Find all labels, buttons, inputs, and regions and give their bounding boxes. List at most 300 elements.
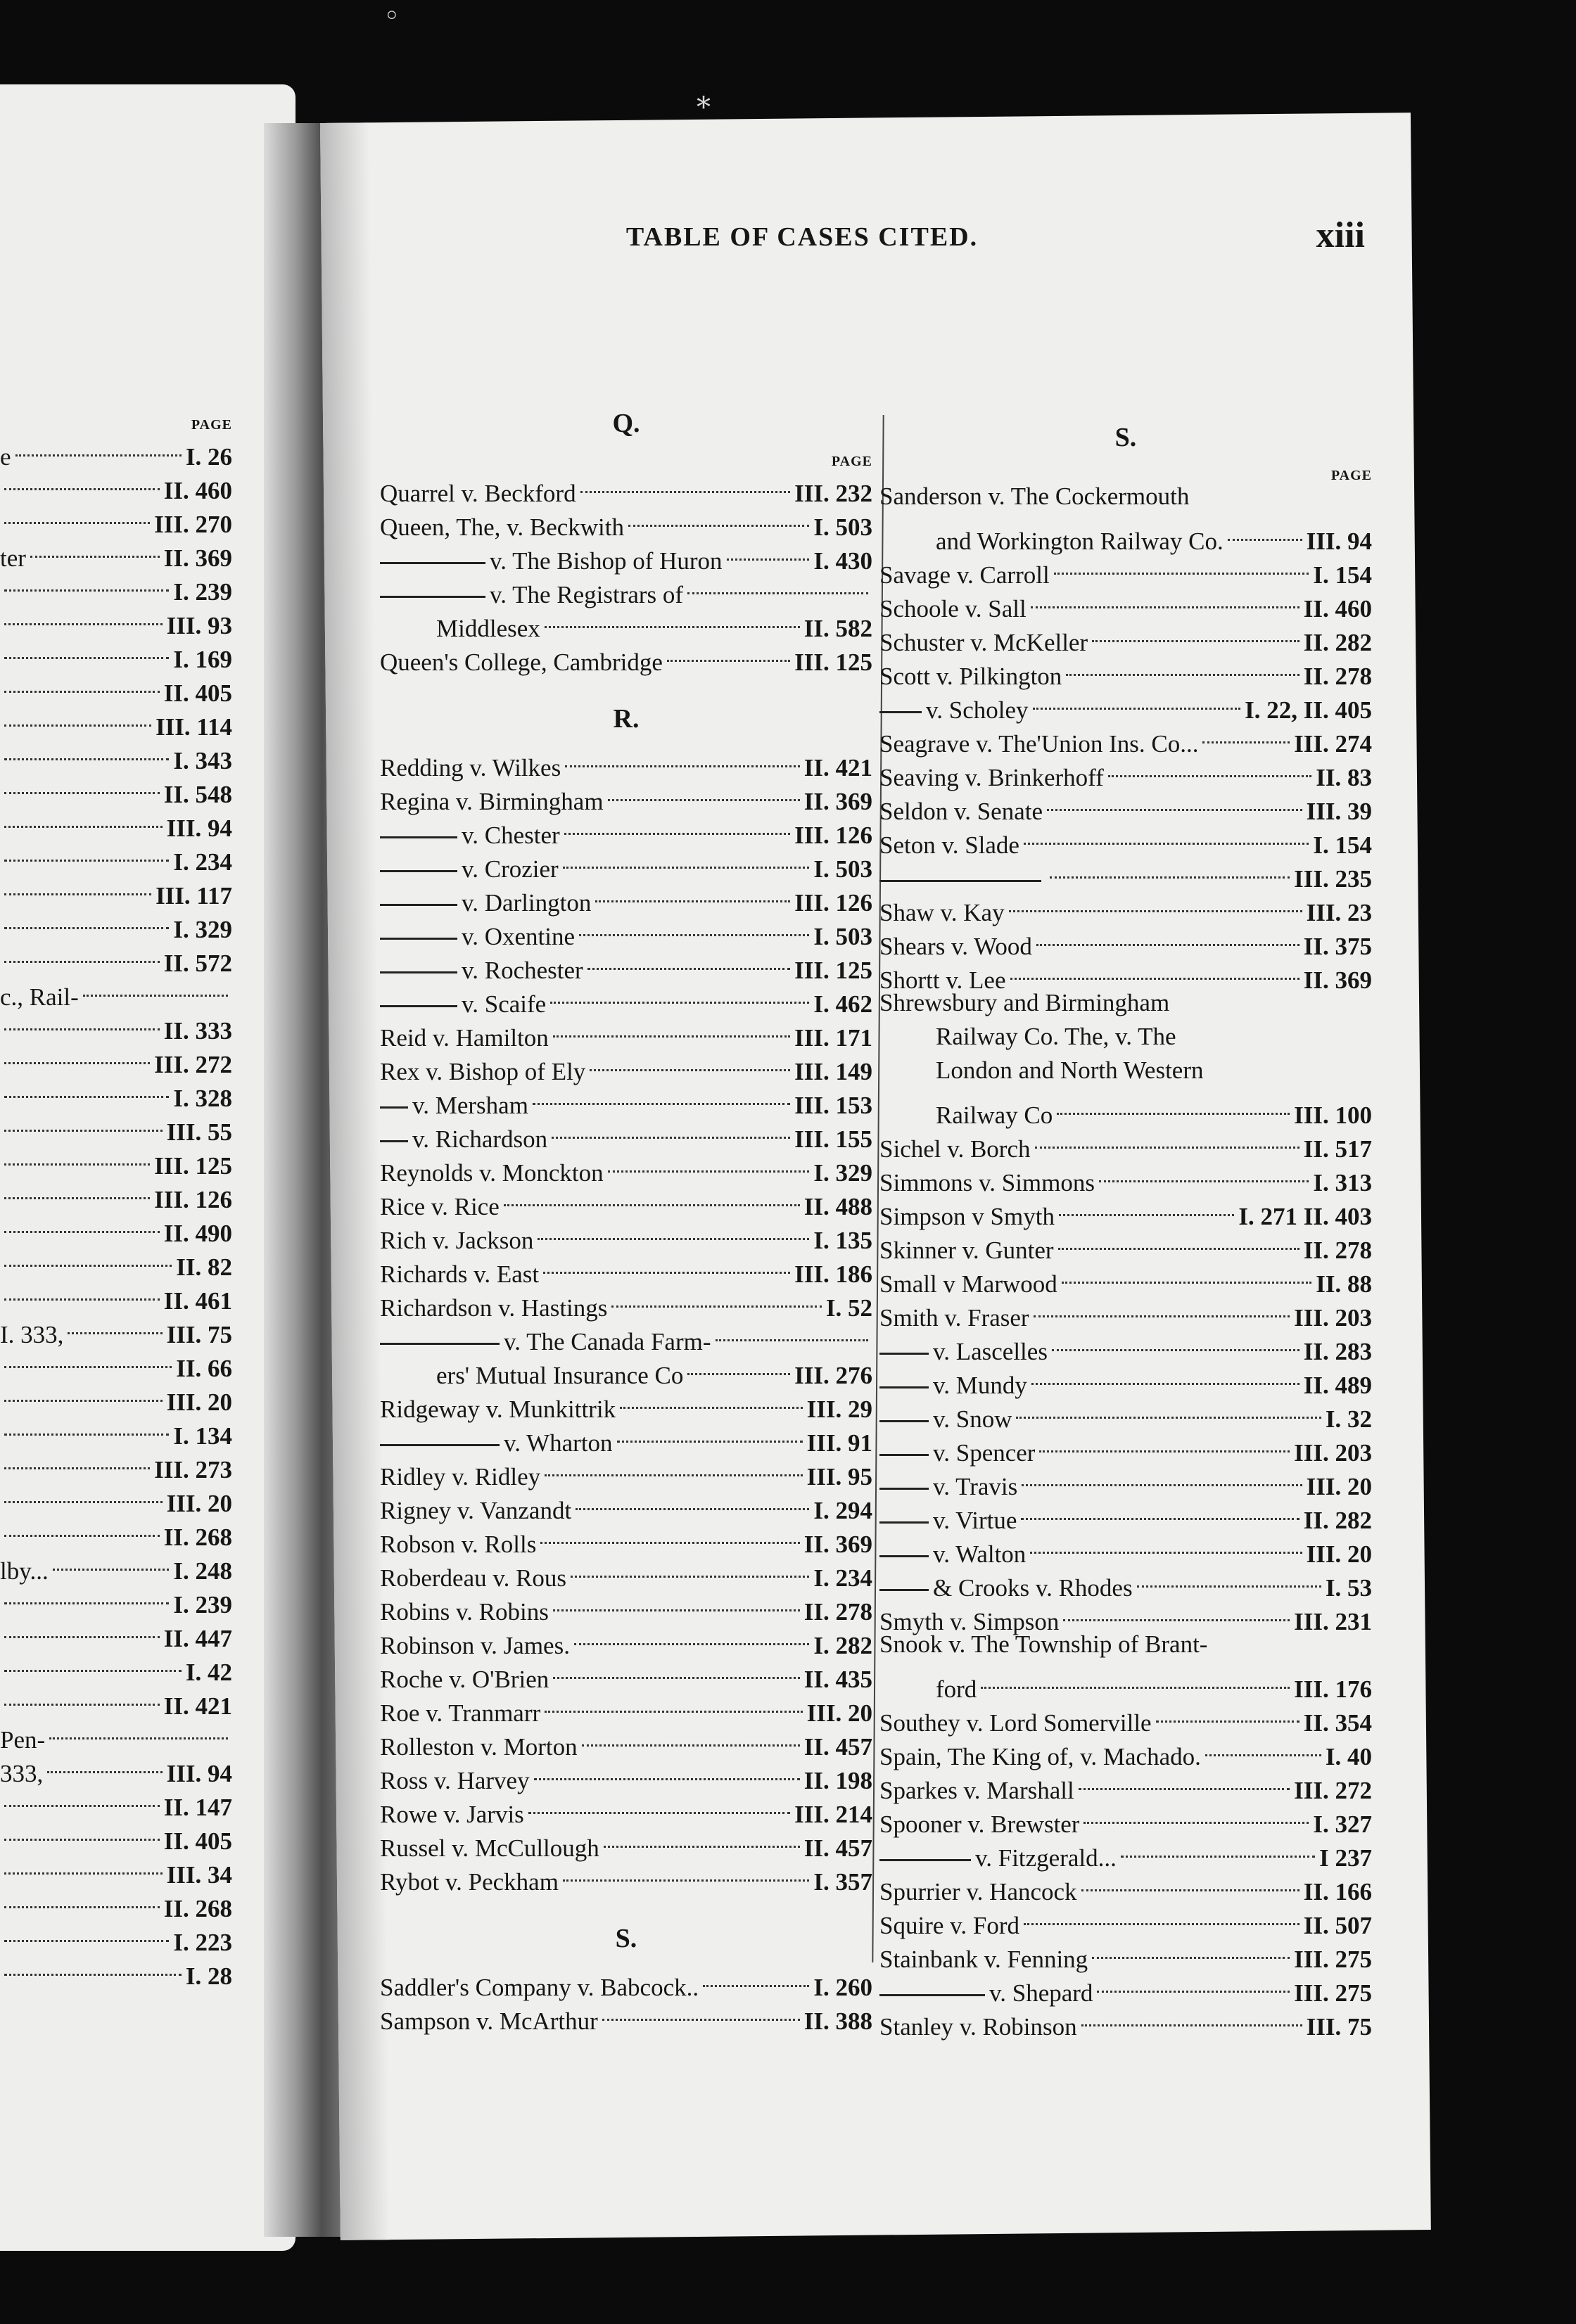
case-name-text: Rex v. Bishop of Ely [380, 1058, 586, 1085]
volume-page-reference: I. 328 [173, 1085, 232, 1112]
section-letter-r: R. [613, 704, 640, 734]
volume-page-reference: I. 462 [813, 990, 872, 1018]
case-name-text: v. Oxentine [462, 923, 576, 950]
case-name-text: Reid v. Hamilton [380, 1024, 549, 1052]
dot-leader [552, 1103, 790, 1139]
page-column-label: PAGE [191, 417, 232, 433]
dot-leader [528, 1778, 790, 1814]
volume-page-reference: II. 447 [163, 1625, 232, 1652]
dot-leader [1063, 1585, 1290, 1621]
volume-page-reference: I. 26 [185, 443, 232, 471]
dot-leader [49, 1704, 228, 1739]
dot-leader [1030, 1518, 1302, 1554]
dot-leader [4, 1400, 169, 1436]
volume-page-reference: III. 214 [794, 1801, 872, 1828]
dot-leader [1066, 640, 1299, 676]
volume-page-reference: III. 275 [1294, 1946, 1372, 1973]
dot-leader [4, 1028, 150, 1064]
volume-page-reference: II. 268 [163, 1895, 232, 1922]
case-name-text: v. Scholey [926, 696, 1029, 724]
dot-leader [617, 1407, 803, 1443]
dot-leader [4, 1197, 160, 1233]
volume-page-reference: II. 388 [803, 2007, 872, 2035]
volume-page-reference: II. 82 [176, 1253, 232, 1281]
volume-page-reference: III. 94 [1306, 528, 1372, 555]
volume-page-reference: III. 95 [806, 1463, 872, 1490]
dot-leader [1084, 1788, 1309, 1824]
dot-leader [1024, 1889, 1299, 1925]
volume-page-reference: I. 313 [1313, 1169, 1372, 1196]
case-name-text: Roe v. Tranmarr [380, 1699, 541, 1727]
ditto-dash [380, 1140, 408, 1142]
dot-leader [981, 1653, 1290, 1689]
volume-page-reference: I. 248 [173, 1557, 232, 1585]
case-entry [879, 1020, 1372, 1054]
dot-leader [590, 1035, 790, 1071]
case-name-text: Spooner v. Brewster [879, 1811, 1080, 1838]
dot-leader [611, 1272, 821, 1308]
volume-page-reference: II. 198 [803, 1767, 872, 1794]
dot-leader [4, 995, 160, 1030]
volume-page-reference: II. 421 [163, 1692, 232, 1720]
ditto-dash [380, 562, 485, 564]
dot-leader [4, 1906, 169, 1942]
ditto-dash [879, 711, 922, 713]
dot-leader [1062, 1248, 1311, 1284]
case-name-text: Regina v. Birmingham [380, 788, 604, 815]
dot-leader [15, 421, 182, 456]
dot-leader [4, 826, 169, 862]
dot-leader [1121, 1822, 1315, 1858]
ditto-dash [879, 1353, 929, 1355]
dot-leader [1057, 1079, 1290, 1115]
case-name-text: Snook v. The Township of Brant- [879, 1630, 1208, 1658]
dot-leader [4, 724, 169, 760]
page-number: xiii [1316, 215, 1365, 255]
dot-leader [1034, 1282, 1290, 1317]
case-name [380, 2005, 598, 2038]
case-name-text: 333, [0, 1760, 44, 1787]
ditto-dash [879, 1488, 929, 1490]
dot-leader [4, 1130, 150, 1166]
volume-page-reference: III. 75 [1306, 2013, 1372, 2041]
dot-leader [716, 1305, 869, 1341]
case-name-text: Quarrel v. Beckford [380, 480, 576, 507]
volume-page-reference: III. 270 [154, 511, 232, 538]
volume-page-reference: III. 20 [1306, 1473, 1372, 1500]
dot-leader [1054, 539, 1309, 575]
ditto-dash [380, 1444, 500, 1446]
dot-leader [47, 1737, 162, 1773]
volume-page-reference: I. 154 [1313, 561, 1372, 589]
volume-page-reference: III. 20 [806, 1699, 872, 1727]
case-name [879, 1020, 1176, 1054]
volume-page-reference: II. 405 [163, 1827, 232, 1855]
volume-page-reference: II. 282 [1303, 629, 1372, 656]
case-name-text: v. Richardson [412, 1125, 548, 1153]
volume-page-reference: III. 94 [166, 815, 232, 842]
case-name-text: ers' Mutual Insurance Co [436, 1362, 684, 1389]
case-name-text: v. The Bishop of Huron [490, 547, 723, 575]
dot-leader [545, 1441, 802, 1476]
dot-leader [4, 1062, 169, 1098]
case-name-text: Roche v. O'Brien [380, 1666, 549, 1693]
case-name-text: Seagrave v. The'Union Ins. Co... [879, 730, 1199, 758]
volume-page-reference: II. 435 [803, 1666, 872, 1693]
page-column-label: PAGE [1330, 468, 1372, 483]
case-name-text: Robins v. Robins [380, 1598, 549, 1626]
volume-page-reference: II. 507 [1303, 1912, 1372, 1939]
case-name-text: Stainbank v. Fenning [879, 1946, 1088, 1973]
case-name-text: Rybot v. Peckham [380, 1868, 559, 1896]
volume-page-reference: III. 203 [1294, 1304, 1372, 1332]
page-column-label: PAGE [831, 454, 872, 469]
dot-leader [579, 900, 809, 936]
case-name [380, 1865, 559, 1899]
dot-leader [1156, 1687, 1299, 1723]
ditto-dash [380, 1343, 500, 1345]
ditto-dash [879, 1386, 929, 1388]
case-name-text: Shaw v. Kay [879, 899, 1005, 926]
volume-page-reference: II. 489 [1303, 1372, 1372, 1399]
volume-page-reference: III. 149 [794, 1058, 872, 1085]
case-name-text: v. Crozier [462, 855, 559, 883]
case-name-text: v. Mundy [933, 1372, 1027, 1399]
dot-leader [4, 488, 150, 524]
case-name-text: v. Fitzgerald... [975, 1844, 1117, 1872]
volume-page-reference: III. 171 [794, 1024, 872, 1052]
case-name-text: Shears v. Wood [879, 933, 1032, 960]
case-name-text: Ross v. Harvey [380, 1767, 530, 1794]
dot-leader [504, 1170, 800, 1206]
volume-page-reference: I. 234 [173, 848, 232, 876]
volume-page-reference: I. 282 [813, 1632, 872, 1659]
dot-leader [545, 592, 800, 628]
volume-page-reference: II. 490 [163, 1220, 232, 1247]
case-name-text: v. The Registrars of [490, 581, 684, 608]
volume-page-reference: I. 503 [813, 923, 872, 950]
volume-page-reference: II. 582 [803, 615, 872, 642]
volume-page-reference: II. 268 [163, 1524, 232, 1551]
case-entry [879, 1594, 1372, 1635]
volume-page-reference: II. 369 [803, 788, 872, 815]
volume-page-reference: III. 20 [166, 1388, 232, 1416]
volume-page-reference: I. 223 [173, 1929, 232, 1956]
running-head [380, 215, 1365, 264]
volume-page-reference: II. 278 [803, 1598, 872, 1626]
dot-leader [4, 1096, 163, 1132]
volume-page-reference: II. 282 [1303, 1507, 1372, 1534]
dot-leader [1079, 1754, 1290, 1790]
case-name-text: e [0, 443, 11, 471]
case-name-text: Simpson v Smyth [879, 1203, 1055, 1230]
volume-page-reference: III. 274 [1294, 730, 1372, 758]
case-name [380, 646, 663, 679]
case-name-text: Rolleston v. Morton [380, 1733, 578, 1761]
dot-leader [4, 1501, 160, 1537]
dot-leader [587, 934, 790, 970]
volume-page-reference: II. 333 [163, 1017, 232, 1045]
case-name-text: and Workington Railway Co. [936, 528, 1224, 555]
volume-page-reference: II. 572 [163, 950, 232, 977]
dot-leader [4, 1805, 160, 1841]
dot-leader [553, 1643, 800, 1679]
case-name [879, 480, 1189, 513]
case-entry [380, 1314, 872, 1355]
dot-leader [687, 1339, 790, 1375]
case-entry [0, 1948, 232, 1990]
volume-page-reference: III. 75 [166, 1321, 232, 1348]
dot-leader [4, 927, 160, 963]
volume-page-reference: I. 234 [813, 1564, 872, 1592]
volume-page-reference: I. 239 [173, 578, 232, 606]
right-column [879, 415, 1372, 2041]
volume-page-reference: II. 369 [163, 544, 232, 572]
dot-leader [68, 1298, 162, 1334]
volume-page-reference: III. 235 [1294, 865, 1372, 893]
volume-page-reference: I. 357 [813, 1868, 872, 1896]
dot-leader [4, 792, 163, 828]
dot-leader [576, 1474, 809, 1510]
dot-leader [4, 758, 160, 794]
case-name-text: Seldon v. Senate [879, 798, 1043, 825]
section-letter-q: Q. [612, 409, 640, 438]
volume-page-reference: II. 278 [1303, 663, 1372, 690]
ditto-dash [879, 1420, 929, 1422]
section-letter-s: S. [1114, 423, 1137, 452]
case-name-text: Rice v. Rice [380, 1193, 500, 1220]
volume-page-reference: II. 460 [163, 477, 232, 504]
dot-leader [1036, 910, 1299, 946]
dot-leader [1205, 1720, 1321, 1756]
dot-leader [53, 1535, 170, 1571]
volume-page-reference: II. 488 [803, 1193, 872, 1220]
dot-leader [580, 457, 791, 493]
case-name-text: Spurrier v. Hancock [879, 1878, 1077, 1905]
volume-page-reference: I. 329 [813, 1159, 872, 1187]
case-name-text: c., Rail- [0, 983, 79, 1011]
case-name-text: Scott v. Pilkington [879, 663, 1062, 690]
volume-page-reference: III. 272 [1294, 1777, 1372, 1804]
dot-leader [4, 1569, 169, 1604]
volume-page-reference: I. 32 [1325, 1405, 1372, 1433]
volume-page-reference: I. 260 [813, 1974, 872, 2001]
case-name-text: Rowe v. Jarvis [380, 1801, 524, 1828]
case-name-text: Seton v. Slade [879, 831, 1019, 859]
case-name-text: Southey v. Lord Somerville [879, 1709, 1152, 1737]
volume-page-reference: III. 114 [155, 713, 232, 741]
volume-page-reference: III. 273 [154, 1456, 232, 1483]
volume-page-reference: III. 20 [166, 1490, 232, 1517]
ditto-dash [380, 870, 457, 872]
case-name-text: Small v Marwood [879, 1270, 1057, 1298]
ditto-dash [380, 1005, 457, 1007]
volume-page-reference: III. 203 [1294, 1439, 1372, 1467]
volume-page-reference: III. 176 [1294, 1675, 1372, 1703]
volume-page-reference: II. 421 [803, 754, 872, 781]
ditto-dash [879, 1454, 929, 1456]
case-name-text: v. Virtue [933, 1507, 1017, 1534]
case-name-text: Middlesex [436, 615, 540, 642]
dot-leader [30, 522, 160, 558]
case-name-text: Sparkes v. Marshall [879, 1777, 1074, 1804]
volume-page-reference: I. 239 [173, 1591, 232, 1618]
running-title: TABLE OF CASES CITED. [625, 222, 979, 252]
dot-leader [4, 657, 160, 693]
dot-leader [1081, 1856, 1299, 1891]
dot-leader [4, 1670, 160, 1706]
volume-page-reference: III. 23 [1306, 899, 1372, 926]
case-name-text: Railway Co [936, 1102, 1053, 1129]
dot-leader [4, 893, 169, 929]
dot-leader [4, 1434, 150, 1469]
volume-page-reference: III. 94 [166, 1760, 232, 1787]
dot-leader [1021, 1484, 1299, 1520]
case-name-text: Rich v. Jackson [380, 1227, 534, 1254]
dot-leader [1052, 1315, 1299, 1351]
volume-page-reference: I. 42 [185, 1659, 232, 1686]
dot-leader [4, 556, 169, 592]
case-name-text: Roberdeau v. Rous [380, 1564, 567, 1592]
dot-leader [1108, 741, 1311, 777]
case-name-text: Sampson v. McArthur [380, 2007, 598, 2035]
volume-page-reference: II. 147 [163, 1794, 232, 1821]
volume-page-reference: II. 548 [163, 781, 232, 808]
paper-mark: ◦ [383, 0, 400, 32]
volume-page-reference: I. 329 [173, 916, 232, 943]
dot-leader [1010, 944, 1299, 980]
case-name-text: Squire v. Ford [879, 1912, 1019, 1939]
case-name-text: Robinson v. James. [380, 1632, 570, 1659]
volume-page-reference: III. 29 [806, 1396, 872, 1423]
case-name-text: v. Spencer [933, 1439, 1036, 1467]
volume-page-reference: II. 354 [1303, 1709, 1372, 1737]
dot-leader [550, 968, 809, 1004]
volume-page-reference: III. 20 [1306, 1540, 1372, 1568]
volume-page-reference: II. 88 [1316, 1270, 1372, 1298]
dot-leader [1035, 1113, 1299, 1149]
volume-page-reference: I. 22, II. 405 [1245, 696, 1372, 724]
dot-leader [1016, 1383, 1321, 1419]
dot-leader [604, 1812, 800, 1848]
dot-leader [582, 1711, 800, 1747]
case-name-text: Robson v. Rolls [380, 1531, 537, 1558]
dot-leader [538, 1204, 809, 1240]
volume-page-reference: III. 125 [794, 649, 872, 676]
case-name-text: Smyth v. Simpson [879, 1608, 1060, 1635]
dot-leader [1047, 775, 1302, 811]
volume-page-reference: I. 503 [813, 513, 872, 541]
dot-leader [574, 1609, 809, 1645]
case-entry [380, 601, 872, 642]
volume-page-reference: III. 275 [1294, 1979, 1372, 2007]
dot-leader [1081, 1991, 1302, 2026]
dot-leader [1009, 876, 1302, 912]
ditto-dash [380, 904, 457, 906]
volume-page-reference: III. 93 [166, 612, 232, 639]
case-name-text: Richards v. East [380, 1260, 540, 1288]
volume-page-reference: III. 117 [155, 882, 232, 909]
volume-page-reference: II. 405 [163, 679, 232, 707]
case-name-text: I. 333, [0, 1321, 64, 1348]
dot-leader [4, 1332, 172, 1368]
volume-page-reference: III. 155 [794, 1125, 872, 1153]
dot-leader [563, 1846, 809, 1882]
dot-leader [571, 1542, 809, 1578]
dot-leader [595, 867, 790, 902]
volume-page-reference: III. 126 [794, 822, 872, 849]
case-name-text: Ridley v. Ridley [380, 1463, 541, 1490]
volume-page-reference: III. 276 [794, 1362, 872, 1389]
case-name-text: Stanley v. Robinson [879, 2013, 1077, 2041]
ditto-dash [879, 1521, 929, 1524]
case-name-text: v. Rochester [462, 957, 583, 984]
case-name-text: v. Travis [933, 1473, 1018, 1500]
dot-leader [1050, 843, 1290, 879]
case-name-text: Queen's College, Cambridge [380, 649, 663, 676]
case-name-text: v. Mersham [412, 1092, 528, 1119]
case-name-text: Railway Co. The, v. The [936, 1023, 1176, 1050]
volume-page-reference: III. 231 [1294, 1608, 1372, 1635]
dot-leader [4, 1602, 160, 1638]
dot-leader [1137, 1552, 1321, 1588]
dot-leader [667, 626, 790, 662]
ditto-dash [380, 938, 457, 940]
dot-leader [620, 1373, 803, 1409]
case-entry [879, 682, 1372, 724]
case-name-text: v. Chester [462, 822, 560, 849]
volume-page-reference: III. 125 [794, 957, 872, 984]
dot-leader [4, 1872, 160, 1908]
case-name-text: Smith v. Fraser [879, 1304, 1029, 1332]
dot-leader [608, 765, 800, 801]
case-name-text: Seaving v. Brinkerhoff [879, 764, 1104, 791]
case-entry [879, 1999, 1372, 2041]
case-name-text: v. Scaife [462, 990, 547, 1018]
case-name-text: Russel v. McCullough [380, 1834, 599, 1862]
case-name-text: v. Wharton [504, 1429, 613, 1457]
case-name-text: Redding v. Wilkes [380, 754, 561, 781]
paper-mark: * [697, 91, 711, 124]
volume-page-reference: II. 283 [1303, 1338, 1372, 1365]
dot-leader [1228, 505, 1302, 541]
dot-leader [534, 1744, 800, 1780]
case-name-text: v. Walton [933, 1540, 1027, 1568]
ditto-dash [380, 596, 485, 598]
volume-page-reference: III. 232 [794, 480, 872, 507]
volume-page-reference: I. 134 [173, 1422, 232, 1450]
dot-leader [533, 1069, 790, 1105]
case-name-text: v. Snow [933, 1405, 1012, 1433]
volume-page-reference: III. 126 [154, 1186, 232, 1213]
case-name-text: Savage v. Carroll [879, 561, 1050, 589]
case-name-text: v. Lascelles [933, 1338, 1048, 1365]
dot-leader [4, 1163, 150, 1199]
dot-leader [4, 860, 151, 895]
case-name-text: v. The Canada Farm- [504, 1328, 711, 1355]
dot-leader [4, 1467, 163, 1503]
dot-leader [4, 1940, 182, 1976]
case-name-text: Ridgeway v. Munkittrik [380, 1396, 616, 1423]
volume-page-reference: III. 34 [166, 1861, 232, 1889]
volume-page-reference: I. 343 [173, 747, 232, 774]
volume-page-reference: III. 55 [166, 1118, 232, 1146]
ditto-dash [380, 1106, 408, 1109]
volume-page-reference: III. 186 [794, 1260, 872, 1288]
volume-page-reference: II. 461 [163, 1287, 232, 1315]
dot-leader [553, 1002, 790, 1038]
dot-leader [1031, 1349, 1299, 1385]
